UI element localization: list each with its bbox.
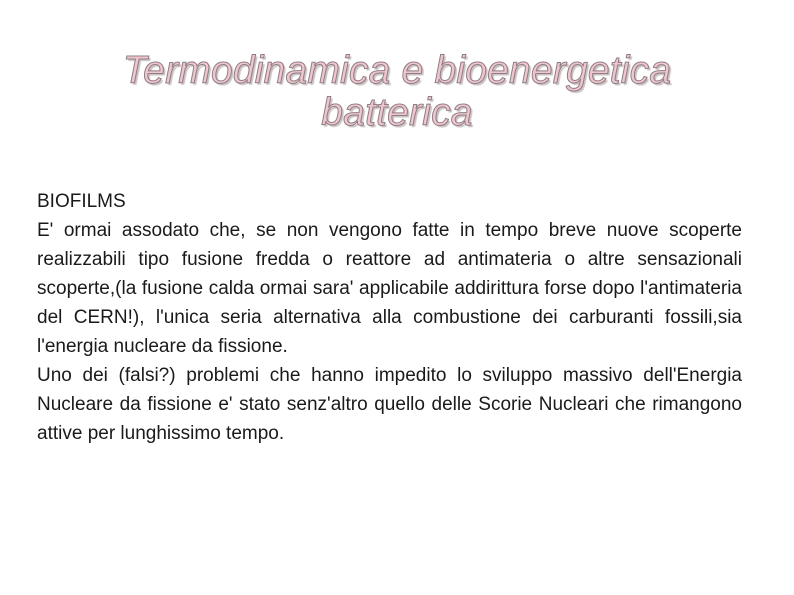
body-paragraph-2: Uno dei (falsi?) problemi che hanno impedito lo sviluppo massivo dell'Energia Nucleare da fissione e' stato senz'altro quello delle Scorie Nucleari che rimangono attive per lunghissimo tempo. (37, 365, 742, 444)
section-heading: BIOFILMS (37, 191, 126, 212)
body-paragraph-1: E' ormai assodato che, se non vengono fatte in tempo breve nuove scoperte realizzabili tipo fusione fredda o reattore ad antimateria o altre sensazionali scoperte,(la fusione calda ormai sara' applicabile addirittura forse dopo l'antimateria del CERN!), l'unica seria alternativa alla combustione dei carburanti fossili,sia l'energia nucleare da fissione. (37, 220, 742, 357)
slide-title-line-2: batterica (321, 91, 473, 134)
slide-title-line-1: Termodinamica e bioenergetica (122, 49, 672, 92)
slide-title (40, 50, 754, 134)
slide-body (37, 187, 742, 448)
